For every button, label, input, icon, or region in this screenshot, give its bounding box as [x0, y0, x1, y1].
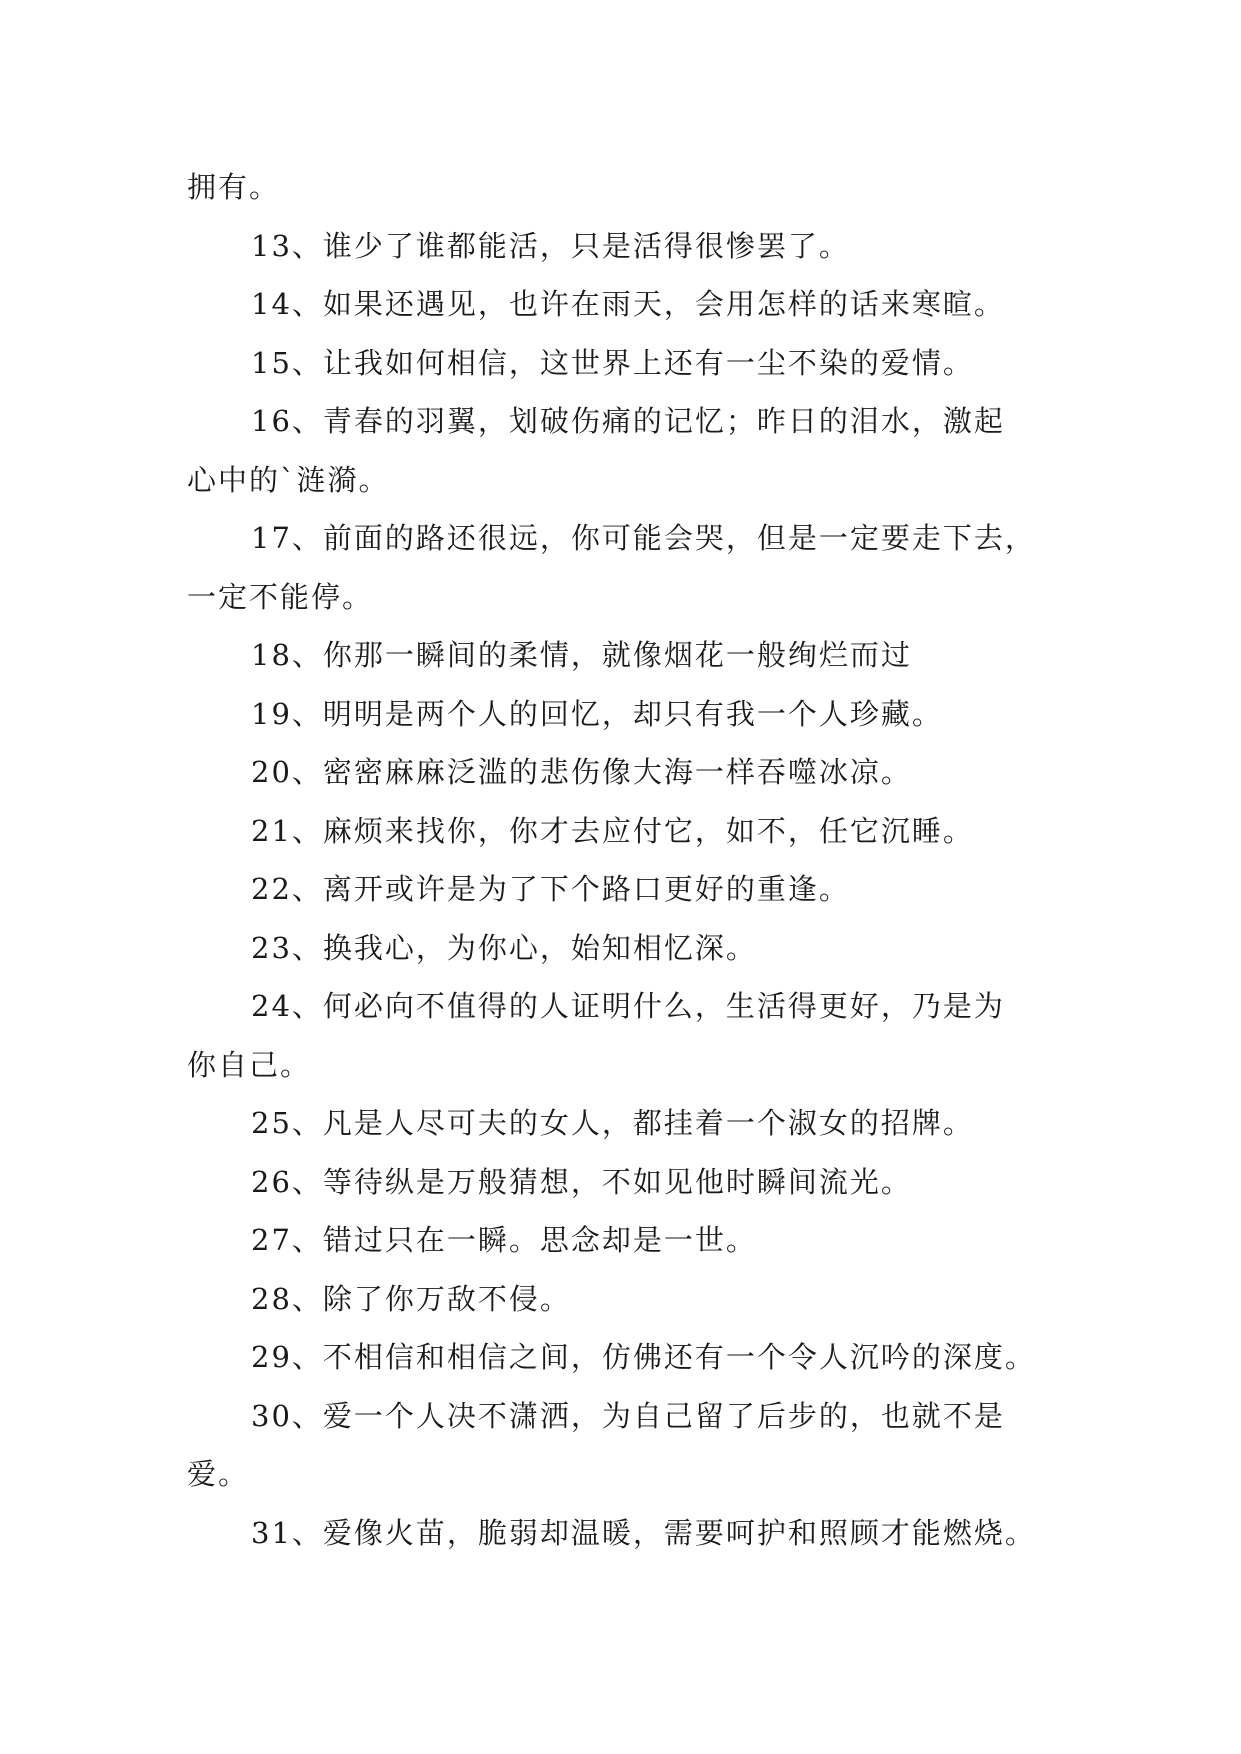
text-line: 28、除了你万敌不侵。: [251, 1281, 571, 1316]
text-line: 18、你那一瞬间的柔情，就像烟花一般绚烂而过: [251, 638, 912, 672]
text-line: 30、爱一个人决不潇洒，为自己留了后步的，也就不是: [251, 1398, 1005, 1433]
text-line: 爱。: [187, 1457, 250, 1491]
text-line: 一定不能停。: [187, 579, 374, 614]
text-line: 29、不相信和相信之间，仿佛还有一个令人沉吟的深度。: [251, 1340, 1036, 1374]
text-line: 16、青春的羽翼，划破伤痛的记忆；昨日的泪水，激起: [251, 404, 1005, 438]
text-line: 你自己。: [187, 1047, 312, 1082]
document-body: [187, 158, 1057, 1562]
text-line: 26、等待纵是万般猜想，不如见他时瞬间流光。: [251, 1164, 912, 1199]
text-line: 13、谁少了谁都能活，只是活得很惨罢了。: [251, 228, 850, 263]
text-line: 拥有。: [187, 170, 281, 204]
text-line: 14、如果还遇见，也许在雨天，会用怎样的话来寒暄。: [251, 287, 1005, 321]
text-line: 心中的`涟漪。: [187, 462, 390, 497]
text-line: 20、密密麻麻泛滥的悲伤像大海一样吞噬冰凉。: [251, 755, 912, 789]
text-line: 22、离开或许是为了下个路口更好的重逢。: [251, 872, 850, 906]
text-line: 21、麻烦来找你，你才去应付它，如不，任它沉睡。: [251, 813, 974, 848]
text-line: 25、凡是人尽可夫的女人，都挂着一个淑女的招牌。: [251, 1106, 974, 1140]
text-line: 31、爱像火苗，脆弱却温暖，需要呵护和照顾才能燃烧。: [251, 1515, 1036, 1550]
text-line: 15、让我如何相信，这世界上还有一尘不染的爱情。: [251, 345, 974, 380]
text-line: 17、前面的路还很远，你可能会哭，但是一定要走下去，: [251, 521, 1036, 555]
text-line: 27、错过只在一瞬。思念却是一世。: [251, 1223, 757, 1257]
text-line: 19、明明是两个人的回忆，却只有我一个人珍藏。: [251, 696, 943, 731]
text-line: 24、何必向不值得的人证明什么，生活得更好，乃是为: [251, 989, 1005, 1023]
text-line: 23、换我心，为你心，始知相忆深。: [251, 930, 757, 965]
